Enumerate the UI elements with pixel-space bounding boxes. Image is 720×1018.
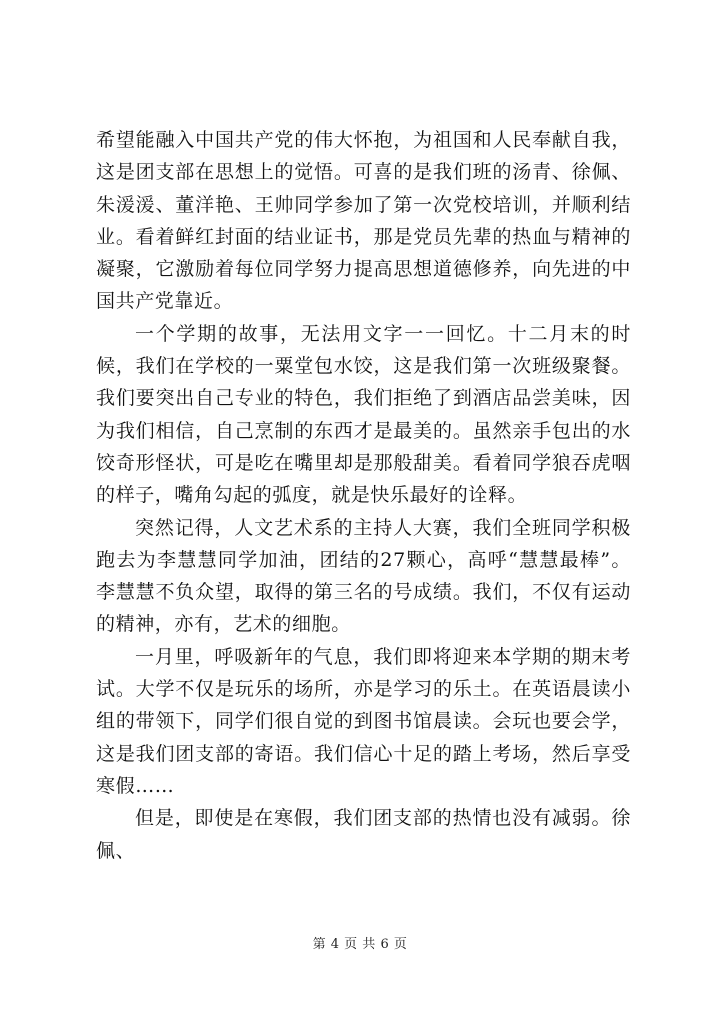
document-body xyxy=(96,124,631,867)
paragraph-host-contest: 突然记得，人文艺术系的主持人大赛，我们全班同学积极跑去为李慧慧同学加油，团结的27颗心，高呼“慧慧最棒”。李慧慧不负众望，取得的第三名的号成绩。我们，不仅有运动的精神，亦有，艺术的细胞。 xyxy=(96,516,631,636)
paragraph-final-exams: 一月里，呼吸新年的气息，我们即将迎来本学期的期末考试。大学不仅是玩乐的场所，亦是学习的乐土。在英语晨读小组的带领下，同学们很自觉的到图书馆晨读。会玩也要会学，这是我们团支部的寄语。我们信心十足的踏上考场，然后享受寒假…… xyxy=(96,645,631,797)
paragraph-winter-break: 但是，即使是在寒假，我们团支部的热情也没有减弱。徐佩、 xyxy=(96,807,631,862)
page-number-footer: 第 4 页 共 6 页 xyxy=(312,937,408,952)
paragraph-party-school: 希望能融入中国共产党的伟大怀抱，为祖国和人民奉献自我，这是团支部在思想上的觉悟。可喜的是我们班的汤青、徐佩、朱湲湲、董洋艳、王帅同学参加了第一次党校培训，并顺利结业。看着鲜红封面的结业证书，那是党员先辈的热血与精神的凝聚，它激励着每位同学努力提高思想道德修养，向先进的中国共产党靠近。 xyxy=(96,129,631,313)
paragraph-dumpling-dinner: 一个学期的故事，无法用文字一一回忆。十二月末的时候，我们在学校的一粟堂包水饺，这是我们第一次班级聚餐。我们要突出自己专业的特色，我们拒绝了到酒店品尝美味，因为我们相信，自己烹制的东西才是最美的。虽然亲手包出的水饺奇形怪状，可是吃在嘴里却是那般甜美。看着同学狼吞虎咽的样子，嘴角勾起的弧度，就是快乐最好的诠释。 xyxy=(96,322,631,507)
